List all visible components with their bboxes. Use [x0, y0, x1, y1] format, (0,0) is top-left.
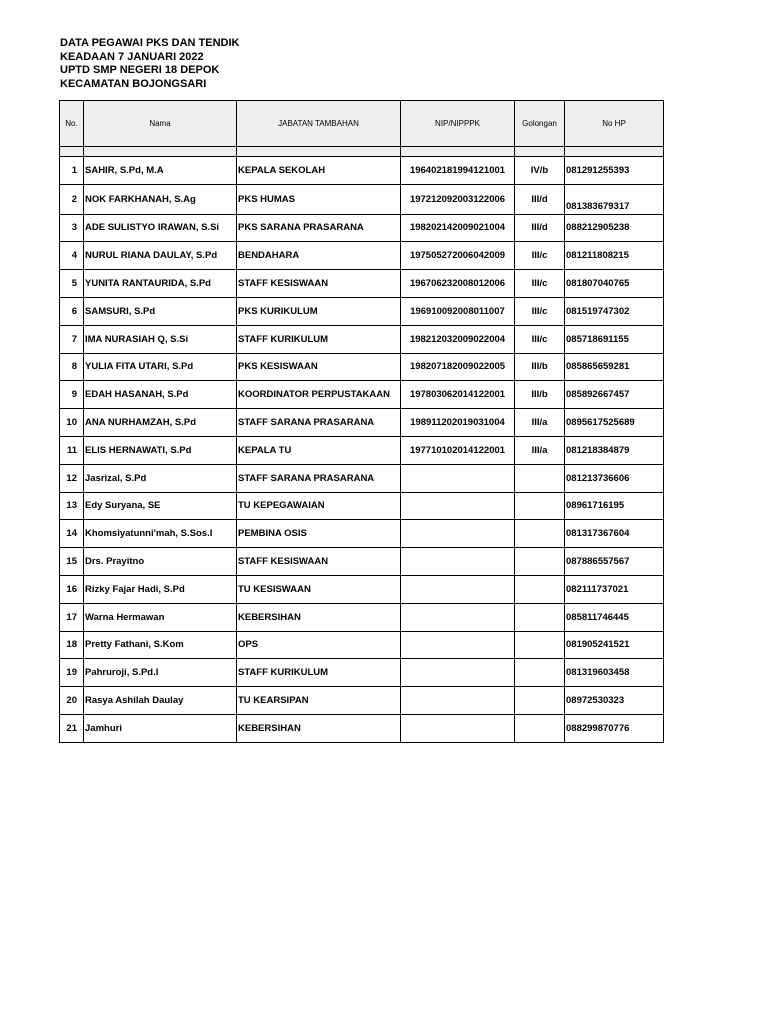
table-row [60, 214, 664, 242]
cell-no: 7 [60, 325, 84, 353]
heading-district: KECAMATAN BOJONGSARI [60, 77, 207, 90]
cell-nip [401, 464, 515, 492]
header-hp: No HP [565, 101, 664, 147]
cell-nip [401, 714, 515, 742]
cell-golongan [515, 631, 565, 659]
heading-date: KEADAAN 7 JANUARI 2022 [60, 50, 204, 63]
cell-nip: 197212092003122006 [401, 184, 515, 214]
cell-jabatan: KEBERSIHAN [237, 714, 401, 742]
cell-golongan: IV/b [515, 157, 565, 185]
cell-nama: EDAH HASANAH, S.Pd [84, 381, 237, 409]
cell-nama: ADE SULISTYO IRAWAN, S.Si [84, 214, 237, 242]
cell-golongan: III/b [515, 353, 565, 381]
cell-no: 14 [60, 520, 84, 548]
cell-nip: 196402181994121001 [401, 157, 515, 185]
table-row [60, 520, 664, 548]
cell-nama: Jasrizal, S.Pd [84, 464, 237, 492]
cell-nama: Warna Hermawan [84, 603, 237, 631]
cell-hp: 081213736606 [565, 464, 664, 492]
cell-golongan [515, 603, 565, 631]
cell-nip [401, 631, 515, 659]
cell-nama: IMA NURASIAH Q, S.Si [84, 325, 237, 353]
cell-jabatan: TU KEARSIPAN [237, 687, 401, 715]
cell-nama: Pretty Fathani, S.Kom [84, 631, 237, 659]
table-row [60, 157, 664, 185]
cell-hp: 081291255393 [565, 157, 664, 185]
cell-jabatan: STAFF KESISWAAN [237, 270, 401, 298]
header-nip: NIP/NIPPPK [401, 101, 515, 147]
cell-jabatan: OPS [237, 631, 401, 659]
cell-jabatan: PKS KURIKULUM [237, 297, 401, 325]
cell-golongan: III/b [515, 381, 565, 409]
table-row [60, 270, 664, 298]
cell-jabatan: BENDAHARA [237, 242, 401, 270]
cell-no: 16 [60, 575, 84, 603]
cell-hp: 081218384879 [565, 436, 664, 464]
cell-nama: SAHIR, S.Pd, M.A [84, 157, 237, 185]
header-spacer-row [60, 147, 664, 157]
cell-nip [401, 603, 515, 631]
cell-nip [401, 659, 515, 687]
cell-nama: Edy Suryana, SE [84, 492, 237, 520]
cell-golongan [515, 548, 565, 576]
heading-school: UPTD SMP NEGERI 18 DEPOK [60, 64, 220, 76]
cell-jabatan: STAFF KURIKULUM [237, 325, 401, 353]
cell-golongan: III/d [515, 214, 565, 242]
cell-nip [401, 575, 515, 603]
table-row [60, 659, 664, 687]
header-nama: Nama [84, 101, 237, 147]
cell-no: 12 [60, 464, 84, 492]
table-header-row [60, 101, 664, 147]
cell-hp: 082111737021 [565, 575, 664, 603]
table-row [60, 353, 664, 381]
cell-hp: 081519747302 [565, 297, 664, 325]
cell-hp: 085865659281 [565, 353, 664, 381]
table-row [60, 548, 664, 576]
cell-no: 15 [60, 548, 84, 576]
table-row [60, 409, 664, 437]
cell-nama: Jamhuri [84, 714, 237, 742]
cell-nip: 198207182009022005 [401, 353, 515, 381]
cell-hp: 081319603458 [565, 659, 664, 687]
cell-no: 4 [60, 242, 84, 270]
cell-nama: Rizky Fajar Hadi, S.Pd [84, 575, 237, 603]
cell-jabatan: PKS HUMAS [237, 184, 401, 214]
cell-no: 11 [60, 436, 84, 464]
table-row [60, 575, 664, 603]
cell-jabatan: STAFF SARANA PRASARANA [237, 409, 401, 437]
table-row [60, 297, 664, 325]
cell-jabatan: STAFF KURIKULUM [237, 659, 401, 687]
cell-hp: 087886557567 [565, 548, 664, 576]
heading-title: DATA PEGAWAI PKS DAN TENDIK [60, 37, 240, 49]
cell-no: 20 [60, 687, 84, 715]
table-row [60, 325, 664, 353]
header-no: No. [60, 101, 84, 147]
cell-nama: Drs. Prayitno [84, 548, 237, 576]
cell-nama: NURUL RIANA DAULAY, S.Pd [84, 242, 237, 270]
cell-jabatan: KEPALA SEKOLAH [237, 157, 401, 185]
cell-golongan: III/a [515, 436, 565, 464]
cell-jabatan: TU KESISWAAN [237, 575, 401, 603]
cell-nama: SAMSURI, S.Pd [84, 297, 237, 325]
cell-golongan [515, 520, 565, 548]
cell-golongan: III/c [515, 325, 565, 353]
table-row [60, 603, 664, 631]
cell-nip: 198911202019031004 [401, 409, 515, 437]
cell-nip: 197505272006042009 [401, 242, 515, 270]
table-body [60, 157, 664, 743]
cell-jabatan: PKS KESISWAAN [237, 353, 401, 381]
cell-nip [401, 548, 515, 576]
cell-nip [401, 687, 515, 715]
cell-nama: YUNITA RANTAURIDA, S.Pd [84, 270, 237, 298]
cell-nip: 196706232008012006 [401, 270, 515, 298]
cell-no: 9 [60, 381, 84, 409]
cell-no: 18 [60, 631, 84, 659]
cell-no: 6 [60, 297, 84, 325]
cell-jabatan: STAFF KESISWAAN [237, 548, 401, 576]
cell-nama: ANA NURHAMZAH, S.Pd [84, 409, 237, 437]
cell-no: 13 [60, 492, 84, 520]
cell-hp: 085892667457 [565, 381, 664, 409]
cell-hp: 085718691155 [565, 325, 664, 353]
cell-hp: 081317367604 [565, 520, 664, 548]
table-row [60, 436, 664, 464]
header-golongan: Golongan [515, 101, 565, 147]
cell-nip: 198212032009022004 [401, 325, 515, 353]
employee-table [59, 100, 664, 743]
table-row [60, 184, 664, 214]
cell-nip [401, 492, 515, 520]
cell-jabatan: KOORDINATOR PERPUSTAKAAN [237, 381, 401, 409]
cell-nama: NOK FARKHANAH, S.Ag [84, 184, 237, 214]
cell-golongan [515, 464, 565, 492]
cell-no: 19 [60, 659, 84, 687]
cell-hp: 088299870776 [565, 714, 664, 742]
cell-nip [401, 520, 515, 548]
table-row [60, 631, 664, 659]
cell-no: 17 [60, 603, 84, 631]
cell-jabatan: PKS SARANA PRASARANA [237, 214, 401, 242]
cell-no: 3 [60, 214, 84, 242]
cell-golongan [515, 714, 565, 742]
cell-jabatan: KEBERSIHAN [237, 603, 401, 631]
cell-no: 8 [60, 353, 84, 381]
cell-no: 5 [60, 270, 84, 298]
cell-golongan: III/c [515, 242, 565, 270]
cell-hp: 081383679317 [565, 184, 664, 214]
cell-nama: Pahruroji, S.Pd.I [84, 659, 237, 687]
cell-nip: 198202142009021004 [401, 214, 515, 242]
cell-nip: 197803062014122001 [401, 381, 515, 409]
header-jabatan: JABATAN TAMBAHAN [237, 101, 401, 147]
table-row [60, 242, 664, 270]
cell-golongan [515, 687, 565, 715]
cell-hp: 081807040765 [565, 270, 664, 298]
cell-golongan [515, 492, 565, 520]
cell-nama: Khomsiyatunni'mah, S.Sos.I [84, 520, 237, 548]
table-row [60, 381, 664, 409]
cell-golongan: III/d [515, 184, 565, 214]
cell-hp: 081905241521 [565, 631, 664, 659]
cell-no: 10 [60, 409, 84, 437]
cell-hp: 08972530323 [565, 687, 664, 715]
document-heading [60, 37, 239, 91]
cell-golongan: III/c [515, 270, 565, 298]
table-row [60, 714, 664, 742]
cell-no: 1 [60, 157, 84, 185]
cell-golongan: III/a [515, 409, 565, 437]
cell-golongan: III/c [515, 297, 565, 325]
cell-nip: 196910092008011007 [401, 297, 515, 325]
table-row [60, 687, 664, 715]
cell-nama: YULIA FITA UTARI, S.Pd [84, 353, 237, 381]
cell-hp: 0895617525689 [565, 409, 664, 437]
cell-no: 21 [60, 714, 84, 742]
table-row [60, 464, 664, 492]
cell-hp: 081211808215 [565, 242, 664, 270]
cell-golongan [515, 659, 565, 687]
table-row [60, 492, 664, 520]
cell-golongan [515, 575, 565, 603]
cell-nip: 197710102014122001 [401, 436, 515, 464]
cell-jabatan: KEPALA TU [237, 436, 401, 464]
cell-jabatan: PEMBINA OSIS [237, 520, 401, 548]
cell-nama: Rasya Ashilah Daulay [84, 687, 237, 715]
cell-hp: 08961716195 [565, 492, 664, 520]
cell-hp: 085811746445 [565, 603, 664, 631]
cell-nama: ELIS HERNAWATI, S.Pd [84, 436, 237, 464]
cell-jabatan: STAFF SARANA PRASARANA [237, 464, 401, 492]
cell-jabatan: TU KEPEGAWAIAN [237, 492, 401, 520]
cell-hp: 088212905238 [565, 214, 664, 242]
cell-no: 2 [60, 184, 84, 214]
